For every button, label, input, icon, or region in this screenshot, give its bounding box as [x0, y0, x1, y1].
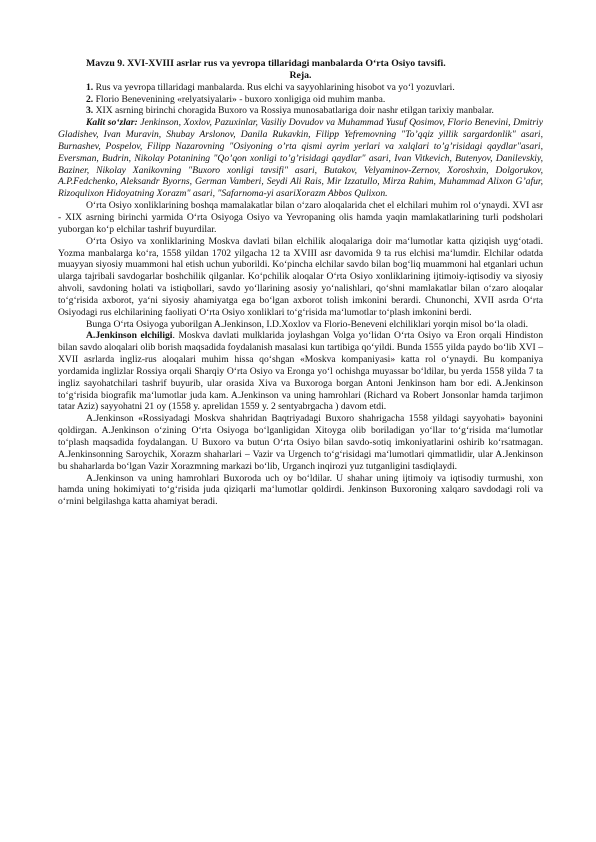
body-paragraph: Bunga O‘rta Osiyoga yuborilgan A.Jenkinson, I.D.Xoxlov va Florio-Beneveni elchiliklari yorqin misol bo‘la oladi.: [86, 318, 529, 330]
plan-item: [58, 82, 543, 94]
plan-item-number: 2.: [86, 93, 94, 105]
plan-item-text: Rus va yevropa tillaridagi manbalarda. Rus elchi va sayyohlarining hisobot va yo‘l yozuvlari.: [93, 81, 455, 93]
plan-item-number: 3.: [86, 105, 94, 117]
body-paragraph: A.Jenkinson «Rossiyadagi Moskva shahridan Baqtriyadagi Buxoro shahrigacha 1558 yildagi sayyohati» bayonini qoldirgan. A.Jenkinson o‘zining O‘rta Osiyoga bo‘lganligidan Xitoyga olib boriladigan yo‘llar to‘g‘risida ma‘lumotlar to‘plash maqsadida foydalangan. U Buxoro va butun O‘rta Osiyo bilan savdo-sotiq imkoniyatlarini oshirib ko‘rsatmagan. A.Jenkinsonning Saroychik, Xorazm shaharlari – Vazir va Urgench to‘g‘risidagi ma‘lumotlari qimmatlidir, ular A.Jenkinson bu shaharlarda bo‘lgan Vazir Xorazmning markazi bo‘lib, Urganch inqirozi yuz tutganligini tasdiqlaydi.: [58, 413, 543, 472]
jenkinson-label: A.Jenkinson elchiligi: [86, 330, 173, 342]
keywords-label: Kalit so‘zlar:: [86, 117, 138, 129]
body-paragraph: A.Jenkinson va uning hamrohlari Buxoroda uch oy bo‘ldilar. U shahar uning ijtimoiy va iqtisodiy turmushi, xon hamda uning hokimiyati to‘g‘risida juda qiziqarli ma‘lumotlar qoldirdi. Jenkinson Buxoroning xalqaro savdodagi roli va o‘rnini belgilashga katta ahamiyat beradi.: [58, 472, 543, 508]
keywords-paragraph: [58, 117, 543, 200]
plan-item-number: 1.: [86, 81, 94, 93]
jenkinson-paragraph: [58, 330, 543, 413]
plan-item-text: XIX asrning birinchi choragida Buxoro va Rossiya munosabatlariga doir nashr etilgan tarixiy manbalar.: [93, 105, 494, 117]
body-paragraph: O‘rta Osiyo xonliklarining boshqa mamalakatlar bilan o‘zaro aloqalarida chet el elchilari muhim rol o‘ynaydi. XVI asr - XIX asrning birinchi yarmida O‘rta Osiyoga Osiyo va Yevropaning olis hamda yaqin mamlakatlarining turli podsholari yuborgan ko‘p elchilar tashrif buyurdilar.: [58, 200, 543, 235]
document-title: Mavzu 9. XVI-XVIII asrlar rus va yevropa tillaridagi manbalarda O‘rta Osiyo tavsifi.: [86, 58, 446, 69]
plan-item-text: Florio Benevenining «relyatsiyalari» - buxoro xonligiga oid muhim manba.: [93, 93, 386, 105]
document-page: [58, 58, 543, 508]
jenkinson-text: . Moskva davlati mulklarida joylashgan Volga yo‘lidan O‘rta Osiyo va Eron orqali Hindiston bilan savdo aloqalari olib borish maqsadida foydalanish masalasi kun tartibiga qo‘yildi. Bunda 1555 yilda paydo bo‘lib XVI – XVII asrlarda ingliz-rus aloqalari muhim hissa qo‘shgan «Moskva kompaniyasi» katta rol o‘ynaydi. Bu kompaniya yordamida inglizlar Rossiya orqali Sharqiy O‘rta Osiyo va Eronga yo‘l ochishga muyassar bo‘ldilar, bu yerda 1558 yilda 7 ta ingliz sayohatchilari tashrif buyurib, ular orasida Xiva va Buxoroga borgan Antoni Jenkinson ham bor edi. A.Jenkinson to‘g‘risida biografik ma‘lumotlar juda kam. A.Jenkinson va uning hamrohlari (Richard va Robert Jonsonlar hamda tarjimon tatar Aziz) sayyohatni 21 oy (1558 y. aprelidan 1559 y. 2 sentyabrgacha ) davom etdi.: [58, 330, 544, 413]
keywords-text: Jenkinson, Xoxlov, Pazuxinlar, Vasiliy Dovudov va Muhammad Yusuf Qosimov, Florio Benevini, Dmitriy Gladishev, Ivan Muravin, Shubay Arslonov, Danila Rukavkin, Filipp Yefremovning "To’qqiz yillik sargardonlik" asari, Burnashev, Pospelov, Filipp Nazarovning "Osiyoning o’rta qismi ayrim yerlari va xalqlari to’g’risidagi qaydlar"asari, Eversman, Budrin, Nikolay Potanining "Qo’qon xonligi to’g’risidagi qaydlar" asari, Ivan Vitkevich, Butenyov, Danilevskiy, Baziner, Nikolay Xanikovning "Buxoro xonligi tavsifi" asari, Butakov, Velyaminov-Zernov, Xoroshxin, Dolgorukov, A.P.Fedchenko, Aleksandr Byorns, German Vamberi, Seydi Ali Rais, Mir Izzatullo, Mirza Rahim, Muhammad Alixon G’afur, Rizoqulixon Hidoyatning Xorazm" asari, "Safarnoma-yi asariXorazm Abbos Qulixon.: [58, 117, 543, 200]
plan-item: [58, 94, 543, 106]
plan-heading: Reja.: [289, 69, 312, 81]
body-paragraph: O‘rta Osiyo va xonliklarining Moskva davlati bilan elchilik aloqalariga doir ma‘lumotlar katta qiziqish uyg‘otadi. Yozma manbalarga ko‘ra, 1558 yildan 1702 yilgacha 12 ta XVIII asr davomida 9 ta rus elchisi ma‘lumdir. Elchilar odatda muayyan siyosiy muammoni hal etish uchun yuborildi. Ko‘pincha elchilar savdo bilan bog‘liq muammoni hal etganlari uchun ularga tajribali savdogarlar boshchilik qilganlar. Ko‘pchilik aloqalar O‘rta Osiyo xonliklarining ijtimoiy-iqtisodiy va siyosiy ahvoli, savdoning holati va istiqbollari, savdo yo‘llarining asosiy yo‘nalishlari, qo‘shni mamlakatlar bilan o‘zaro aloqalar to‘g‘risida axborot, ya‘ni siyosiy ahamiyatga ega bo‘lgan axborot tolish imkonini berardi. Chunonchi, XVII asrda O‘rta Osiyodagi rus elchilarining faoliyati O‘rta Osiyo xonliklari to‘g‘risida ma‘lumotlar to‘plash imkonini berdi.: [58, 235, 543, 318]
plan-item: [58, 105, 543, 117]
